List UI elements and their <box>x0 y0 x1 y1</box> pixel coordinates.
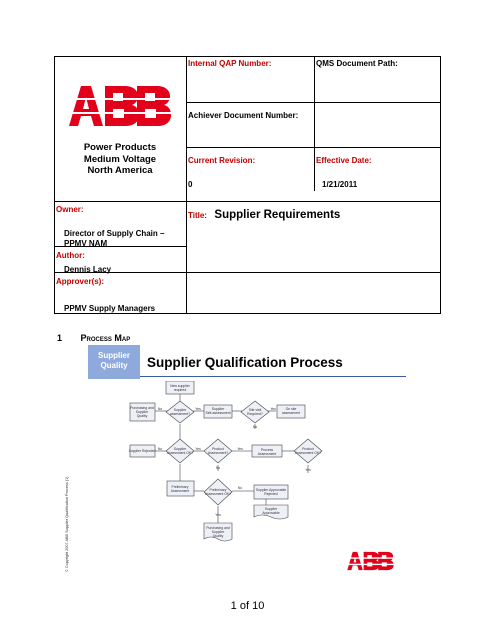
svg-text:Supplier: Supplier <box>135 410 149 414</box>
svg-text:No: No <box>157 447 163 451</box>
page-number: 1 of 10 <box>230 600 265 612</box>
figure-title: Supplier Qualification Process <box>147 355 343 370</box>
svg-text:Yes: Yes <box>215 513 221 517</box>
current-revision-value: 0 <box>188 180 193 189</box>
current-revision-label: Current Revision: <box>188 156 256 165</box>
svg-text:Supplier: Supplier <box>264 507 278 511</box>
svg-text:Product: Product <box>302 447 314 451</box>
document-title <box>188 205 340 223</box>
svg-text:Preliminary: Preliminary <box>171 485 189 489</box>
approvers-label: Approver(s): <box>56 277 105 286</box>
svg-text:Self-assessment: Self-assessment <box>205 411 231 415</box>
svg-text:Quality: Quality <box>212 534 224 538</box>
svg-text:Product: Product <box>212 447 224 451</box>
svg-text:Yes: Yes <box>195 447 201 451</box>
svg-text:Quality: Quality <box>136 414 148 418</box>
title-rule <box>140 376 406 377</box>
copyright-text: © Copyright 2007 ABB Supplier Qualification Process (1) <box>65 476 69 572</box>
effective-date-value: 1/21/2011 <box>322 180 358 189</box>
svg-text:Yes: Yes <box>305 468 311 472</box>
owner-label: Owner: <box>56 205 84 214</box>
svg-text:No: No <box>252 425 258 429</box>
title-value: Supplier Requirements <box>214 209 341 221</box>
svg-text:No: No <box>215 466 221 470</box>
svg-text:Process: Process <box>260 448 274 452</box>
svg-text:Supplier Rejected: Supplier Rejected <box>128 449 156 453</box>
effective-date-label: Effective Date: <box>316 156 372 165</box>
svg-text:Preliminary: Preliminary <box>209 488 227 492</box>
section-title: Process Map <box>80 333 131 343</box>
svg-text:Yes: Yes <box>270 407 276 411</box>
qms-path-label: QMS Document Path: <box>316 59 398 68</box>
svg-text:No: No <box>157 407 163 411</box>
svg-text:Supplier: Supplier <box>173 408 187 412</box>
author-value: Dennis Lacy <box>64 265 112 274</box>
svg-text:Supplier: Supplier <box>173 447 187 451</box>
approvers-value: PPMV Supply Managers <box>64 304 156 313</box>
svg-text:Assessment OK?: Assessment OK? <box>204 492 232 496</box>
abb-logo <box>67 84 171 128</box>
svg-text:assessment: assessment <box>281 411 301 415</box>
company-name <box>56 142 184 177</box>
svg-text:Assessment?: Assessment? <box>207 451 229 455</box>
svg-text:Assessment: Assessment <box>257 452 277 456</box>
svg-text:Assessment OK?: Assessment OK? <box>166 451 194 455</box>
author-label: Author: <box>56 251 85 260</box>
svg-text:Yes: Yes <box>237 447 243 451</box>
supplier-quality-tab <box>88 345 140 379</box>
company-line-3: North America <box>87 165 153 176</box>
svg-text:required: required <box>173 388 187 392</box>
company-line-2: Medium Voltage <box>83 153 157 165</box>
achiever-label: Achiever Document Number: <box>188 111 299 120</box>
process-map-figure <box>54 345 446 585</box>
svg-text:Supplier Approvable: Supplier Approvable <box>255 488 287 492</box>
company-line-1: Power Products <box>83 142 157 153</box>
figure-abb-logo <box>346 551 394 571</box>
svg-text:Rejected: Rejected <box>264 492 278 496</box>
tab-label-2: Quality <box>100 361 128 370</box>
internal-qap-label: Internal QAP Number: <box>188 59 272 68</box>
svg-text:Assessment: Assessment <box>170 489 190 493</box>
owner-value: Director of Supply Chain – PPMV NAM <box>64 229 165 248</box>
edge-label-yes: Yes <box>195 407 201 411</box>
svg-text:Required?: Required? <box>247 412 263 416</box>
svg-text:Supplier: Supplier <box>211 407 225 411</box>
svg-text:No: No <box>237 486 243 490</box>
svg-text:Purchasing and: Purchasing and <box>206 526 230 530</box>
node-new-supplier: New supplier <box>170 384 190 388</box>
svg-text:Purchasing and: Purchasing and <box>130 406 154 410</box>
svg-text:Approvable: Approvable <box>262 511 280 515</box>
title-label: Title: <box>188 211 207 220</box>
svg-text:Assessment OK?: Assessment OK? <box>294 451 322 455</box>
tab-label-1: Supplier <box>97 351 130 360</box>
section-heading <box>57 333 130 343</box>
section-number: 1 <box>57 333 63 343</box>
svg-text:Site visit: Site visit <box>248 408 262 412</box>
svg-text:Supplier: Supplier <box>211 530 225 534</box>
svg-text:On site: On site <box>285 407 297 411</box>
svg-text:assessment?: assessment? <box>170 412 190 416</box>
